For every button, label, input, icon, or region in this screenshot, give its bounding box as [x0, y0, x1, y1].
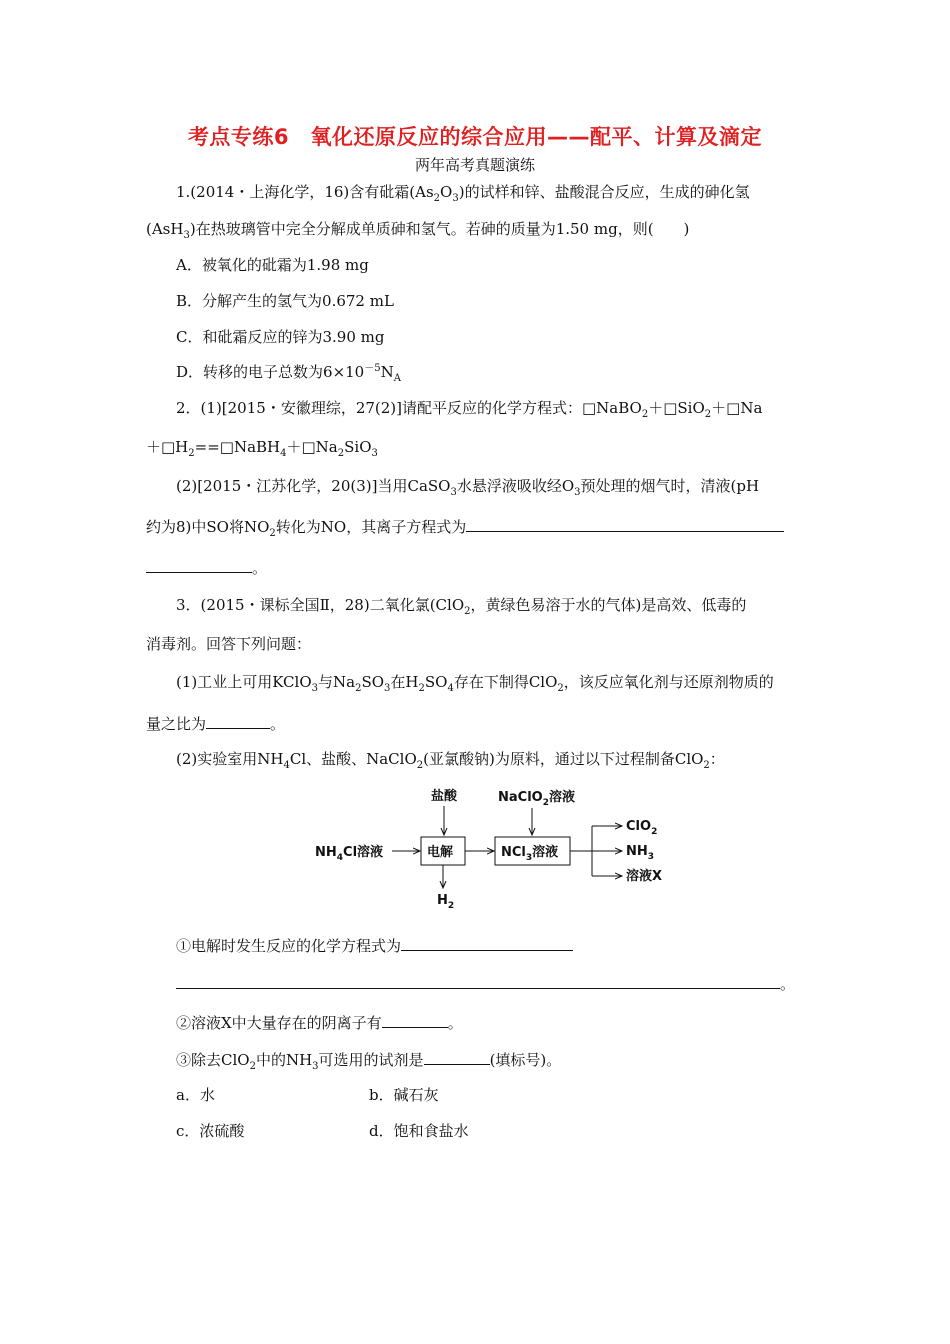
q3-sub-2: ②溶液X中大量存在的阴离子有 。: [176, 1011, 463, 1033]
process-diagram: [300, 780, 680, 915]
q3-option-a: a．水: [176, 1086, 215, 1104]
q2-line-4: 约为8)中SO将$NO_2$转化为NO，其离子方程式为: [146, 515, 784, 537]
answer-blank[interactable]: [466, 515, 784, 532]
q2-line-5: 。: [146, 556, 267, 578]
q1-option-a: A．被氧化的砒霜为1.98 mg: [176, 256, 369, 274]
label-naclo2: NaClO$_2$溶液: [498, 790, 575, 808]
q2-line-3: (2)[2015・江苏化学，20(3)]当用CaSO$_3$水悬浮液吸收经$O_3$预处理的烟气时，清液(pH: [176, 477, 760, 498]
page-subtitle: 两年高考真题演练: [414, 156, 535, 174]
answer-blank[interactable]: [424, 1048, 490, 1065]
q1-line-1: 1.(2014・上海化学，16)含有砒霜$(As_2O_3)$的试样和锌、盐酸混合反应，生成的砷化氢: [176, 183, 750, 204]
q3-line-4: 量之比为 。: [146, 712, 285, 734]
q1-option-c: C．和砒霜反应的锌为3.90 mg: [176, 328, 385, 346]
page-title: 考点专练6 氧化还原反应的综合应用——配平、计算及滴定: [187, 125, 763, 149]
answer-blank[interactable]: [176, 972, 780, 989]
label-ncl3: NCl$_3$溶液: [501, 845, 559, 863]
label-solution-x: 溶液X: [626, 869, 663, 884]
q3-option-c: c．浓硫酸: [176, 1122, 245, 1140]
label-nh3: $NH_3$: [626, 844, 655, 862]
q3-line-2: 消毒剂。回答下列问题：: [146, 635, 312, 653]
label-hcl: 盐酸: [431, 789, 458, 804]
q2-line-1: 2．(1)[2015・安徽理综，27(2)]请配平反应的化学方程式：□NaBO$_2$＋□SiO$_2$＋□Na: [176, 399, 763, 420]
q3-option-d: d．饱和食盐水: [369, 1122, 469, 1140]
label-h2: $H_2$: [437, 893, 455, 911]
q3-sub-3: ③除去ClO$_2$中的$NH_3$可选用的试剂是 (填标号)。: [176, 1048, 561, 1070]
answer-blank[interactable]: [146, 556, 252, 573]
q2-line-2: $+□H_2==□NaBH_4+□Na_2SiO_3$: [146, 438, 378, 459]
label-electrolysis: 电解: [427, 845, 454, 860]
q3-option-b: b．碱石灰: [369, 1086, 439, 1104]
q3-sub-1-cont: 。: [176, 972, 795, 994]
q3-line-5: (2)实验室用$NH_4Cl$、盐酸、NaClO$_2$(亚氯酸钠)为原料，通过以下过程制备ClO$_2$：: [176, 750, 725, 771]
q3-line-1: 3．(2015・课标全国Ⅱ，28)二氧化氯(ClO$_2$，黄绿色易溶于水的气体)是高效、低毒的: [176, 596, 747, 617]
q1-option-d: D．转移的电子总数为$6\times 10^{-5}N_A$: [176, 363, 401, 384]
q3-sub-1: ①电解时发生反应的化学方程式为: [176, 934, 573, 956]
label-clo2: ClO$_2$: [626, 819, 658, 837]
q1-option-b: B．分解产生的氢气为0.672 mL: [176, 292, 394, 310]
label-nh4cl: $NH_4Cl$溶液: [315, 845, 384, 863]
answer-blank[interactable]: [401, 934, 573, 951]
q1-line-2: (AsH$_3$)在热玻璃管中完全分解成单质砷和氢气。若砷的质量为1.50 mg，则( ): [146, 220, 690, 241]
answer-blank[interactable]: [206, 712, 270, 729]
q3-line-3: (1)工业上可用KClO$_3$与$Na_2SO_3$在$H_2SO_4$存在下制得ClO$_2$，该反应氧化剂与还原剂物质的: [176, 673, 774, 694]
answer-blank[interactable]: [382, 1011, 448, 1028]
